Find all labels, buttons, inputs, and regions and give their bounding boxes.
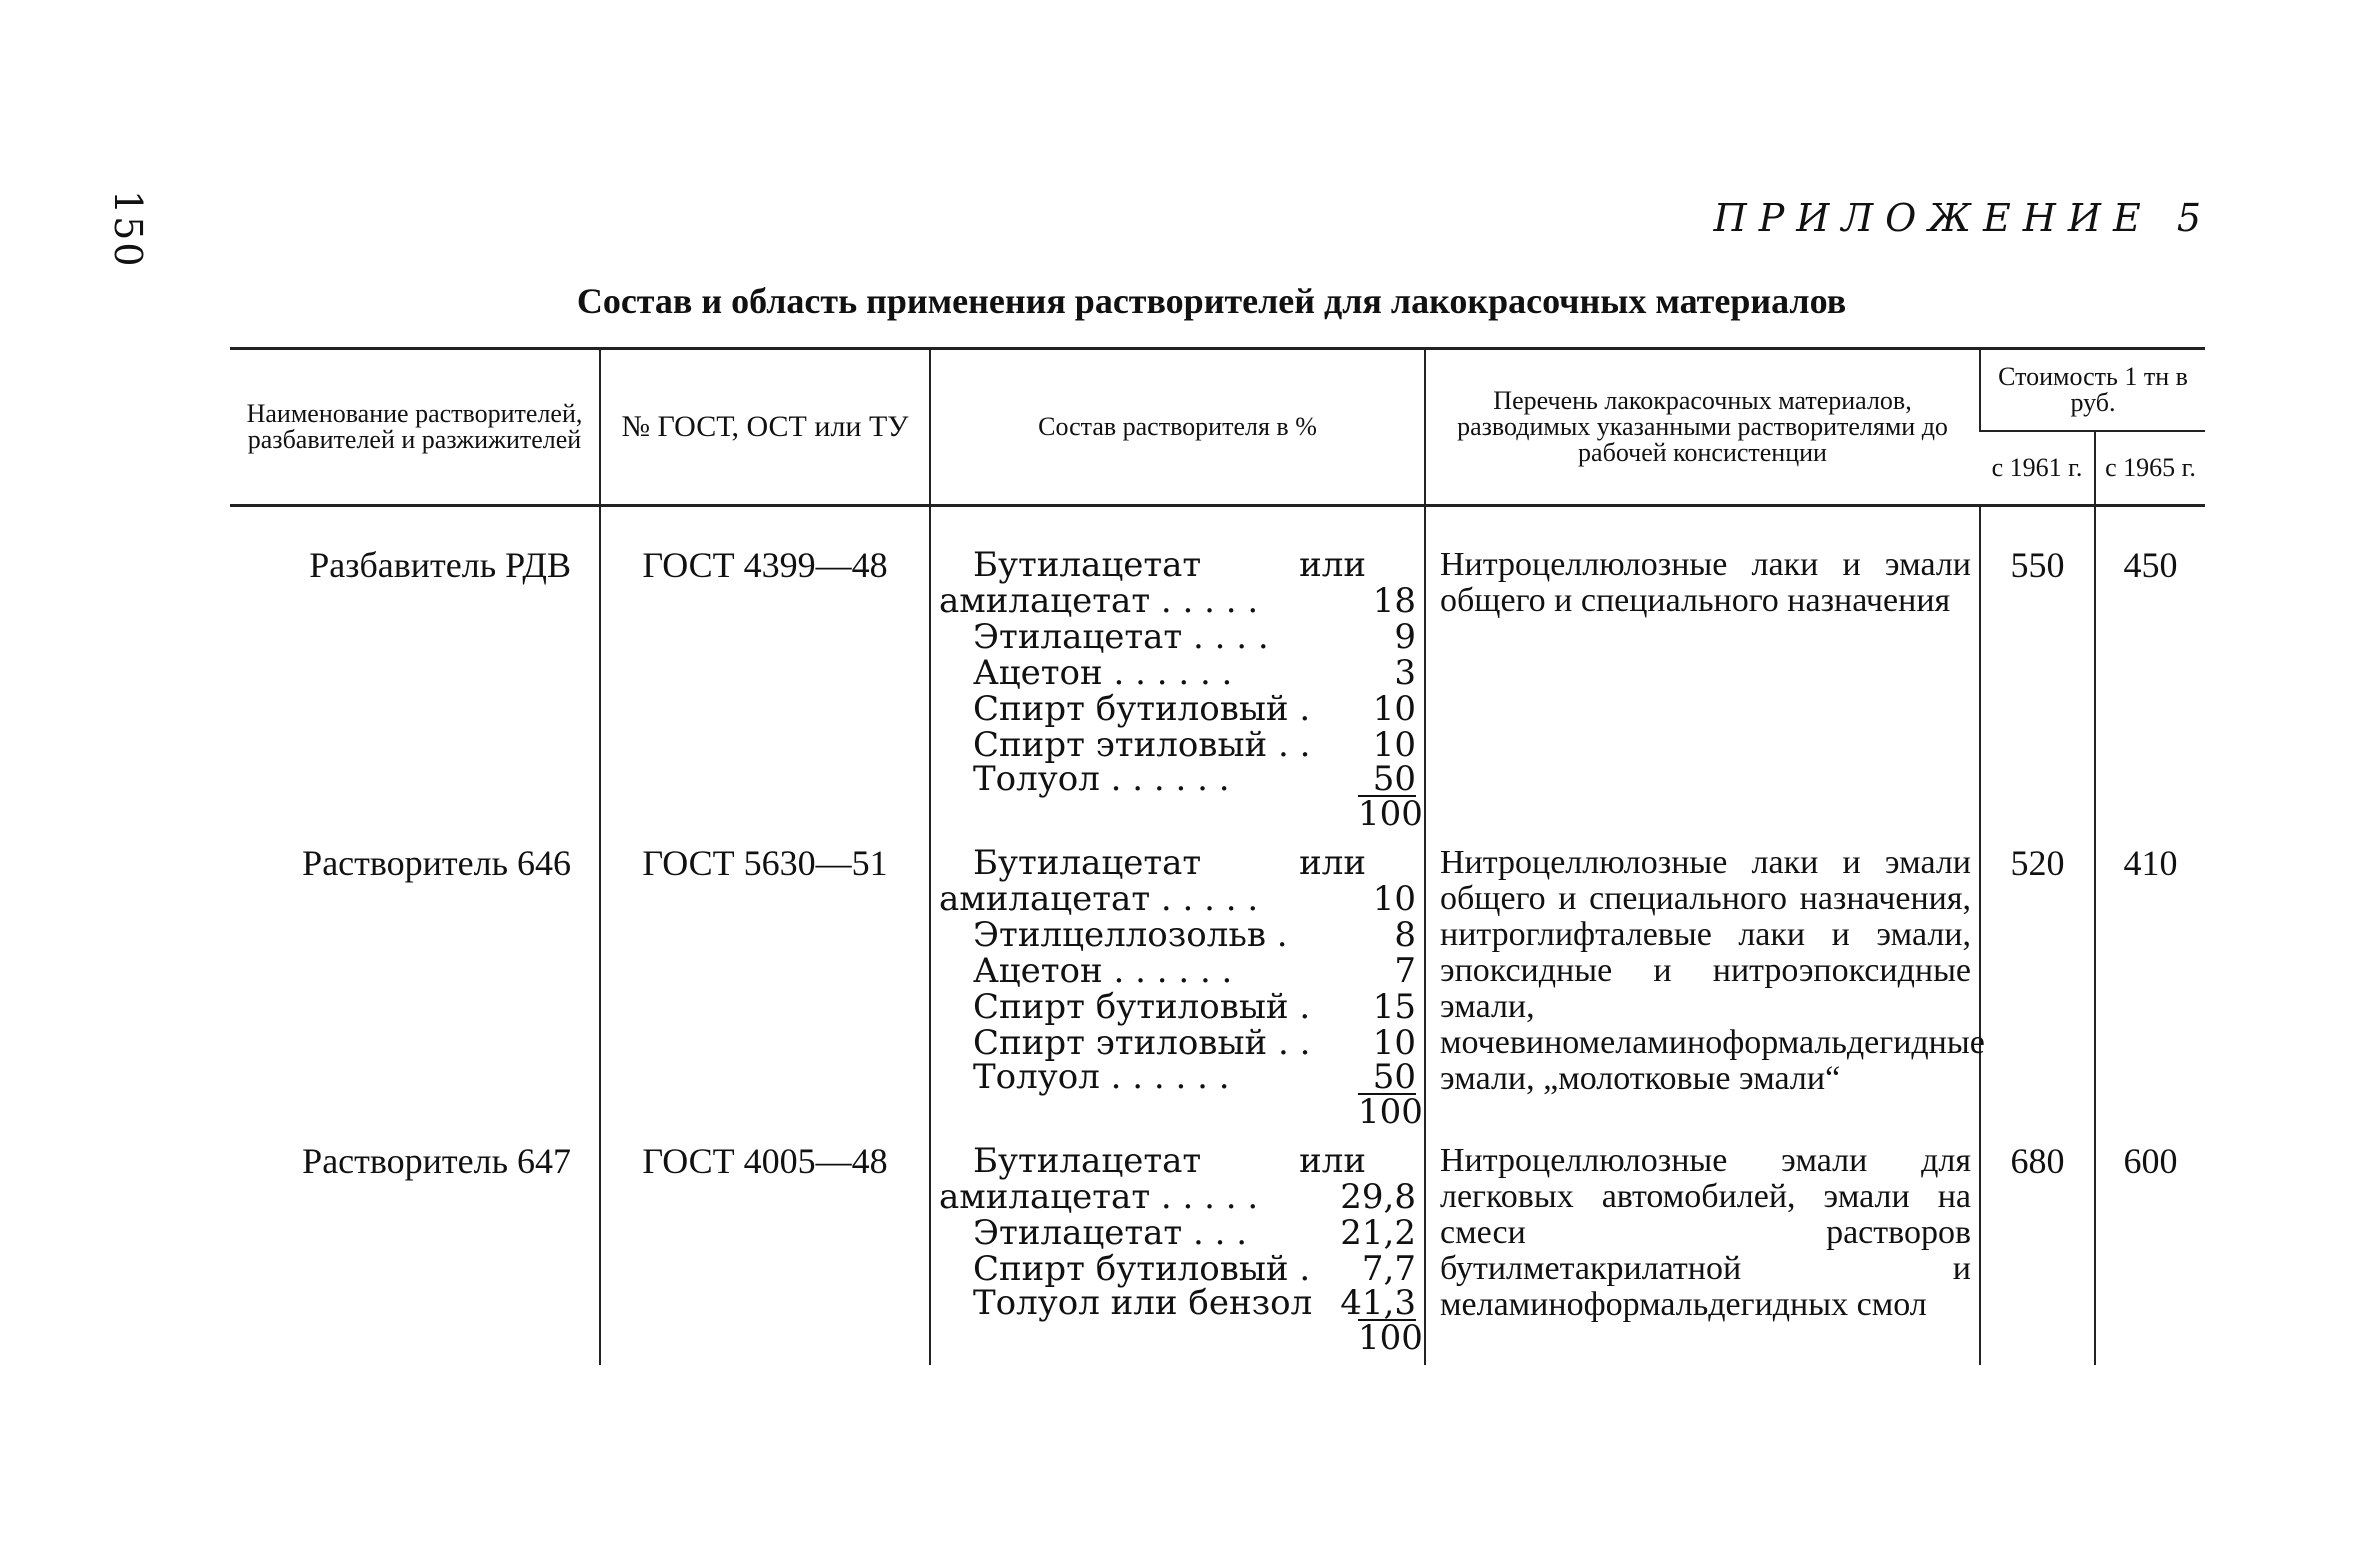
component-line bbox=[939, 953, 1416, 989]
component-value: 29,8 bbox=[1340, 1177, 1416, 1217]
component-line bbox=[939, 583, 1416, 619]
component-line bbox=[939, 881, 1416, 917]
component-label: Спирт бутиловый . bbox=[973, 689, 1311, 729]
component-value: 3 bbox=[1394, 653, 1416, 693]
gost-number: ГОСТ 4399—48 bbox=[600, 506, 930, 842]
table-row bbox=[230, 1139, 2205, 1365]
composition-cell bbox=[930, 841, 1425, 1139]
gost-number: ГОСТ 4005—48 bbox=[600, 1139, 930, 1365]
component-label: Толуол . . . . . . bbox=[973, 1057, 1230, 1097]
component-line bbox=[939, 1283, 1416, 1323]
component-line bbox=[939, 691, 1416, 727]
cost-1961: 680 bbox=[1980, 1139, 2095, 1365]
component-line bbox=[939, 989, 1416, 1025]
component-label: Спирт бутиловый . bbox=[973, 987, 1311, 1027]
cost-1961: 550 bbox=[1980, 506, 2095, 842]
component-line bbox=[939, 1143, 1416, 1179]
table-row bbox=[230, 841, 2205, 1139]
component-line bbox=[939, 727, 1416, 763]
component-value: 10 bbox=[1372, 689, 1416, 729]
composition-total: 100 bbox=[1358, 1318, 1423, 1358]
component-label: Ацетон . . . . . . bbox=[973, 951, 1233, 991]
component-or: или bbox=[1299, 1141, 1366, 1181]
component-line bbox=[939, 1179, 1416, 1215]
header-cost-1961: с 1961 г. bbox=[1980, 431, 2095, 506]
solvent-name: Растворитель 646 bbox=[302, 843, 571, 883]
composition-total: 100 bbox=[1358, 794, 1423, 834]
component-label: амилацетат . . . . . bbox=[939, 879, 1259, 919]
solvent-name: Разбавитель РДВ bbox=[230, 506, 600, 842]
component-label: амилацетат . . . . . bbox=[939, 581, 1259, 621]
component-or: или bbox=[1299, 843, 1366, 883]
materials-cell: Нитроцеллюлозные лаки и эмали общего и специального назначения, нитроглифталевые лаки и эмали, эпоксидные и нитроэпоксидные эмали, мочевиномеламиноформальдегидные эмали, „молотковые эмали“ bbox=[1425, 841, 1980, 1139]
component-label: Этилцеллозольв . bbox=[973, 915, 1288, 955]
component-line bbox=[939, 655, 1416, 691]
component-label: амилацетат . . . . . bbox=[939, 1177, 1259, 1217]
component-label: Этилацетат . . . . bbox=[973, 617, 1269, 657]
component-value: 50 bbox=[1372, 1057, 1416, 1097]
component-value: 7 bbox=[1394, 951, 1416, 991]
component-value: 7,7 bbox=[1361, 1249, 1416, 1289]
component-value: 10 bbox=[1372, 879, 1416, 919]
component-line bbox=[939, 1057, 1416, 1097]
component-label: Спирт бутиловый . bbox=[973, 1249, 1311, 1289]
component-value: 10 bbox=[1372, 725, 1416, 765]
solvent-name: Растворитель 647 bbox=[302, 1141, 571, 1181]
header-cost-1965: с 1965 г. bbox=[2095, 431, 2205, 506]
component-value: 10 bbox=[1372, 1023, 1416, 1063]
component-value: 21,2 bbox=[1340, 1213, 1416, 1253]
component-label: Спирт этиловый . . bbox=[973, 1023, 1311, 1063]
component-line bbox=[939, 759, 1416, 799]
component-or: или bbox=[1299, 545, 1366, 585]
header-gost: № ГОСТ, ОСТ или ТУ bbox=[600, 349, 930, 506]
component-label: Бутилацетат bbox=[973, 843, 1202, 883]
header-cost: Стоимость 1 тн в руб. bbox=[1980, 349, 2205, 432]
header-name: Наименование растворителей, разбавителей и разжижителей bbox=[230, 349, 600, 506]
table-body bbox=[230, 506, 2205, 1366]
component-line bbox=[939, 1215, 1416, 1251]
component-line bbox=[939, 619, 1416, 655]
table-row bbox=[230, 506, 2205, 842]
component-value: 41,3 bbox=[1340, 1283, 1416, 1323]
component-value: 8 bbox=[1394, 915, 1416, 955]
component-label: Бутилацетат bbox=[973, 1141, 1202, 1181]
materials-cell: Нитроцеллюлозные эмали для легковых автомобилей, эмали на смеси растворов бутилметакрилатной и меламиноформальдегидных смол bbox=[1425, 1139, 1980, 1365]
component-line bbox=[939, 1025, 1416, 1061]
component-line bbox=[939, 1251, 1416, 1287]
composition-cell bbox=[930, 1139, 1425, 1365]
component-value: 9 bbox=[1394, 617, 1416, 657]
component-label: Этилацетат . . . bbox=[973, 1213, 1248, 1253]
component-value: 18 bbox=[1372, 581, 1416, 621]
component-label: Ацетон . . . . . . bbox=[973, 653, 1233, 693]
component-label: Спирт этиловый . . bbox=[973, 725, 1311, 765]
cost-1965: 450 bbox=[2095, 506, 2205, 842]
appendix-label: ПРИЛОЖЕНИЕ 5 bbox=[1713, 196, 2213, 240]
cost-1965: 600 bbox=[2095, 1139, 2205, 1365]
component-label: Толуол . . . . . . bbox=[973, 759, 1230, 799]
component-label: Бутилацетат bbox=[973, 545, 1202, 585]
composition-total: 100 bbox=[1358, 1092, 1423, 1132]
solvents-table bbox=[230, 347, 2205, 1365]
component-value: 15 bbox=[1372, 987, 1416, 1027]
cost-1961: 520 bbox=[1980, 841, 2095, 1139]
page-title: Состав и область применения растворителей для лакокрасочных материалов bbox=[576, 281, 1847, 321]
component-value: 50 bbox=[1372, 759, 1416, 799]
page-number: 150 bbox=[106, 190, 150, 269]
materials-cell: Нитроцеллюлозные лаки и эмали общего и специального назначения bbox=[1425, 506, 1980, 842]
component-label: Толуол или бензол bbox=[973, 1283, 1313, 1323]
gost-number: ГОСТ 5630—51 bbox=[600, 841, 930, 1139]
component-line bbox=[939, 547, 1416, 583]
component-line bbox=[939, 845, 1416, 881]
header-composition: Состав растворителя в % bbox=[930, 349, 1425, 506]
header-materials: Перечень лакокрасочных материалов, разводимых указанными растворителями до рабочей консистенции bbox=[1425, 349, 1980, 506]
cost-1965: 410 bbox=[2095, 841, 2205, 1139]
composition-cell bbox=[930, 506, 1425, 842]
component-line bbox=[939, 917, 1416, 953]
